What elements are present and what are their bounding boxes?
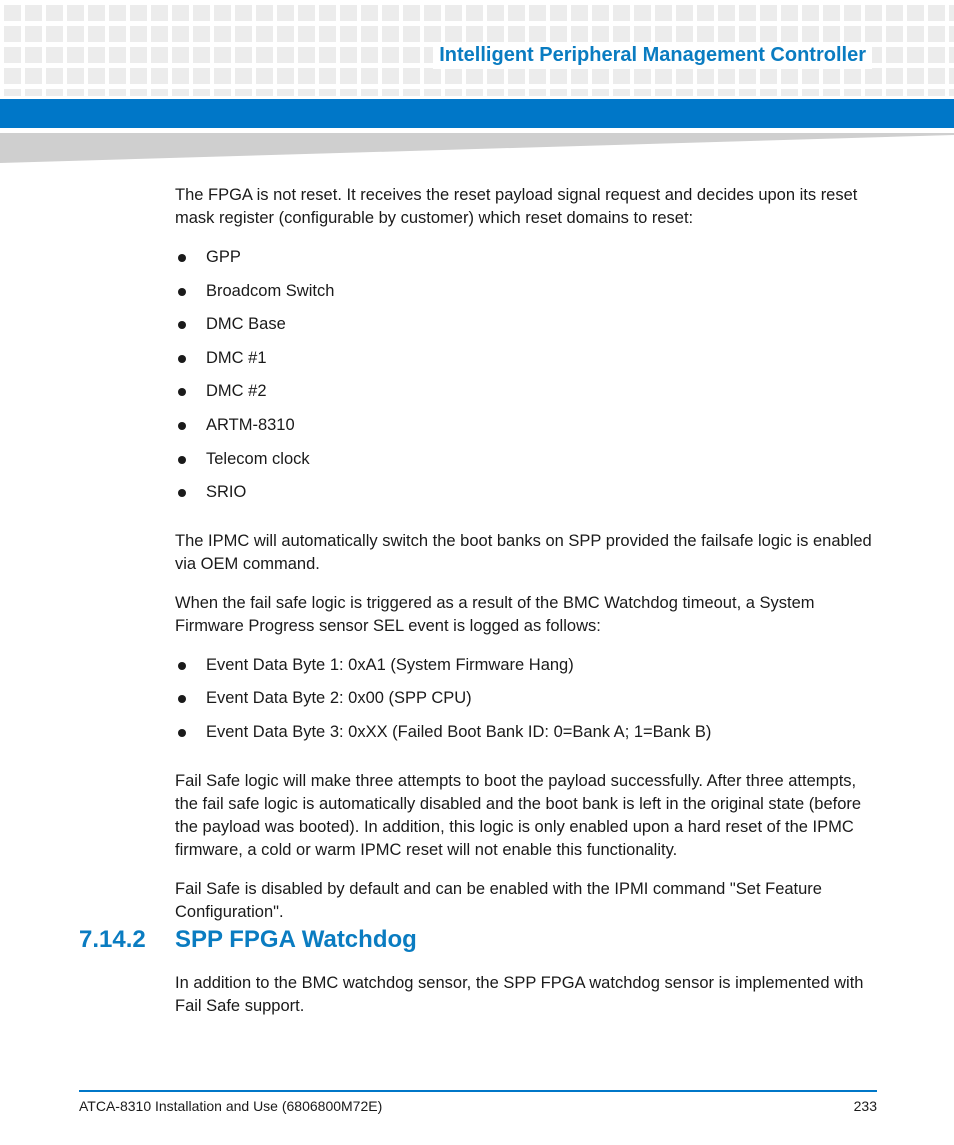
list-item <box>175 654 877 688</box>
list-item <box>175 313 877 347</box>
bullet-icon <box>178 695 186 703</box>
list-item <box>175 721 877 755</box>
bullet-icon <box>178 288 186 296</box>
list-item-text: Event Data Byte 2: 0x00 (SPP CPU) <box>206 689 472 708</box>
list-item-text: ARTM-8310 <box>206 415 295 434</box>
bullet-icon <box>178 729 186 737</box>
list-item <box>175 246 877 280</box>
running-header-title: Intelligent Peripheral Management Controller <box>433 42 872 69</box>
section-number: 7.14.2 <box>79 926 146 953</box>
list-item-text: GPP <box>206 248 241 266</box>
bullet-icon <box>178 321 186 329</box>
footer-rule <box>79 1090 877 1092</box>
list-item <box>175 280 877 314</box>
paragraph-fail-safe-default: Fail Safe is disabled by default and can be enabled with the IPMI command "Set Feature Configuration". <box>175 879 822 921</box>
bullet-icon <box>178 489 186 497</box>
event-data-list <box>175 654 877 755</box>
list-item <box>175 481 877 515</box>
list-item <box>175 380 877 414</box>
bullet-icon <box>178 254 186 262</box>
list-item-text: Telecom clock <box>206 449 310 468</box>
bullet-icon <box>178 355 186 363</box>
bullet-icon <box>178 456 186 464</box>
list-item-text: Broadcom Switch <box>206 281 335 300</box>
list-item <box>175 347 877 381</box>
list-item-text: Event Data Byte 3: 0xXX (Failed Boot Bank ID: 0=Bank A; 1=Bank B) <box>206 722 712 741</box>
list-item <box>175 414 877 448</box>
list-item <box>175 448 877 482</box>
section-title: SPP FPGA Watchdog <box>175 926 417 953</box>
paragraph-boot-banks: The IPMC will automatically switch the boot banks on SPP provided the failsafe logic is enabled via OEM command. <box>175 531 872 573</box>
section-heading <box>79 926 417 954</box>
paragraph-fpga-reset: The FPGA is not reset. It receives the reset payload signal request and decides upon its reset mask register (configurable by customer) which reset domains to reset: <box>175 186 858 227</box>
reset-domain-list <box>175 246 877 515</box>
list-item-text: Event Data Byte 1: 0xA1 (System Firmware Hang) <box>206 655 574 674</box>
list-item-text: SRIO <box>206 483 247 502</box>
bullet-icon <box>178 388 186 396</box>
footer-document-title: ATCA-8310 Installation and Use (6806800M72E) <box>79 1098 383 1114</box>
footer-page-number: 233 <box>853 1098 877 1114</box>
list-item-text: DMC #2 <box>206 382 267 401</box>
paragraph-fail-safe-attempts: Fail Safe logic will make three attempts to boot the payload successfully. After three attempts, the fail safe logic is automatically disabled and the boot bank is left in the original state (before the payload was booted). In addition, this logic is only enabled upon a hard reset of the IPMC firmware, a cold or warm IPMC reset will not enable this functionality. <box>175 771 862 859</box>
list-item-text: DMC #1 <box>206 348 267 367</box>
section-paragraph: In addition to the BMC watchdog sensor, the SPP FPGA watchdog sensor is implemented with Fail Safe support. <box>175 974 864 1015</box>
header-wedge <box>0 133 954 163</box>
list-item-text: DMC Base <box>206 315 286 334</box>
list-item <box>175 687 877 721</box>
paragraph-fail-safe-trigger: When the fail safe logic is triggered as a result of the BMC Watchdog timeout, a System Firmware Progress sensor SEL event is logged as follows: <box>175 593 815 635</box>
header-accent-bar <box>0 99 954 128</box>
bullet-icon <box>178 422 186 430</box>
main-content <box>175 184 877 940</box>
bullet-icon <box>178 662 186 670</box>
